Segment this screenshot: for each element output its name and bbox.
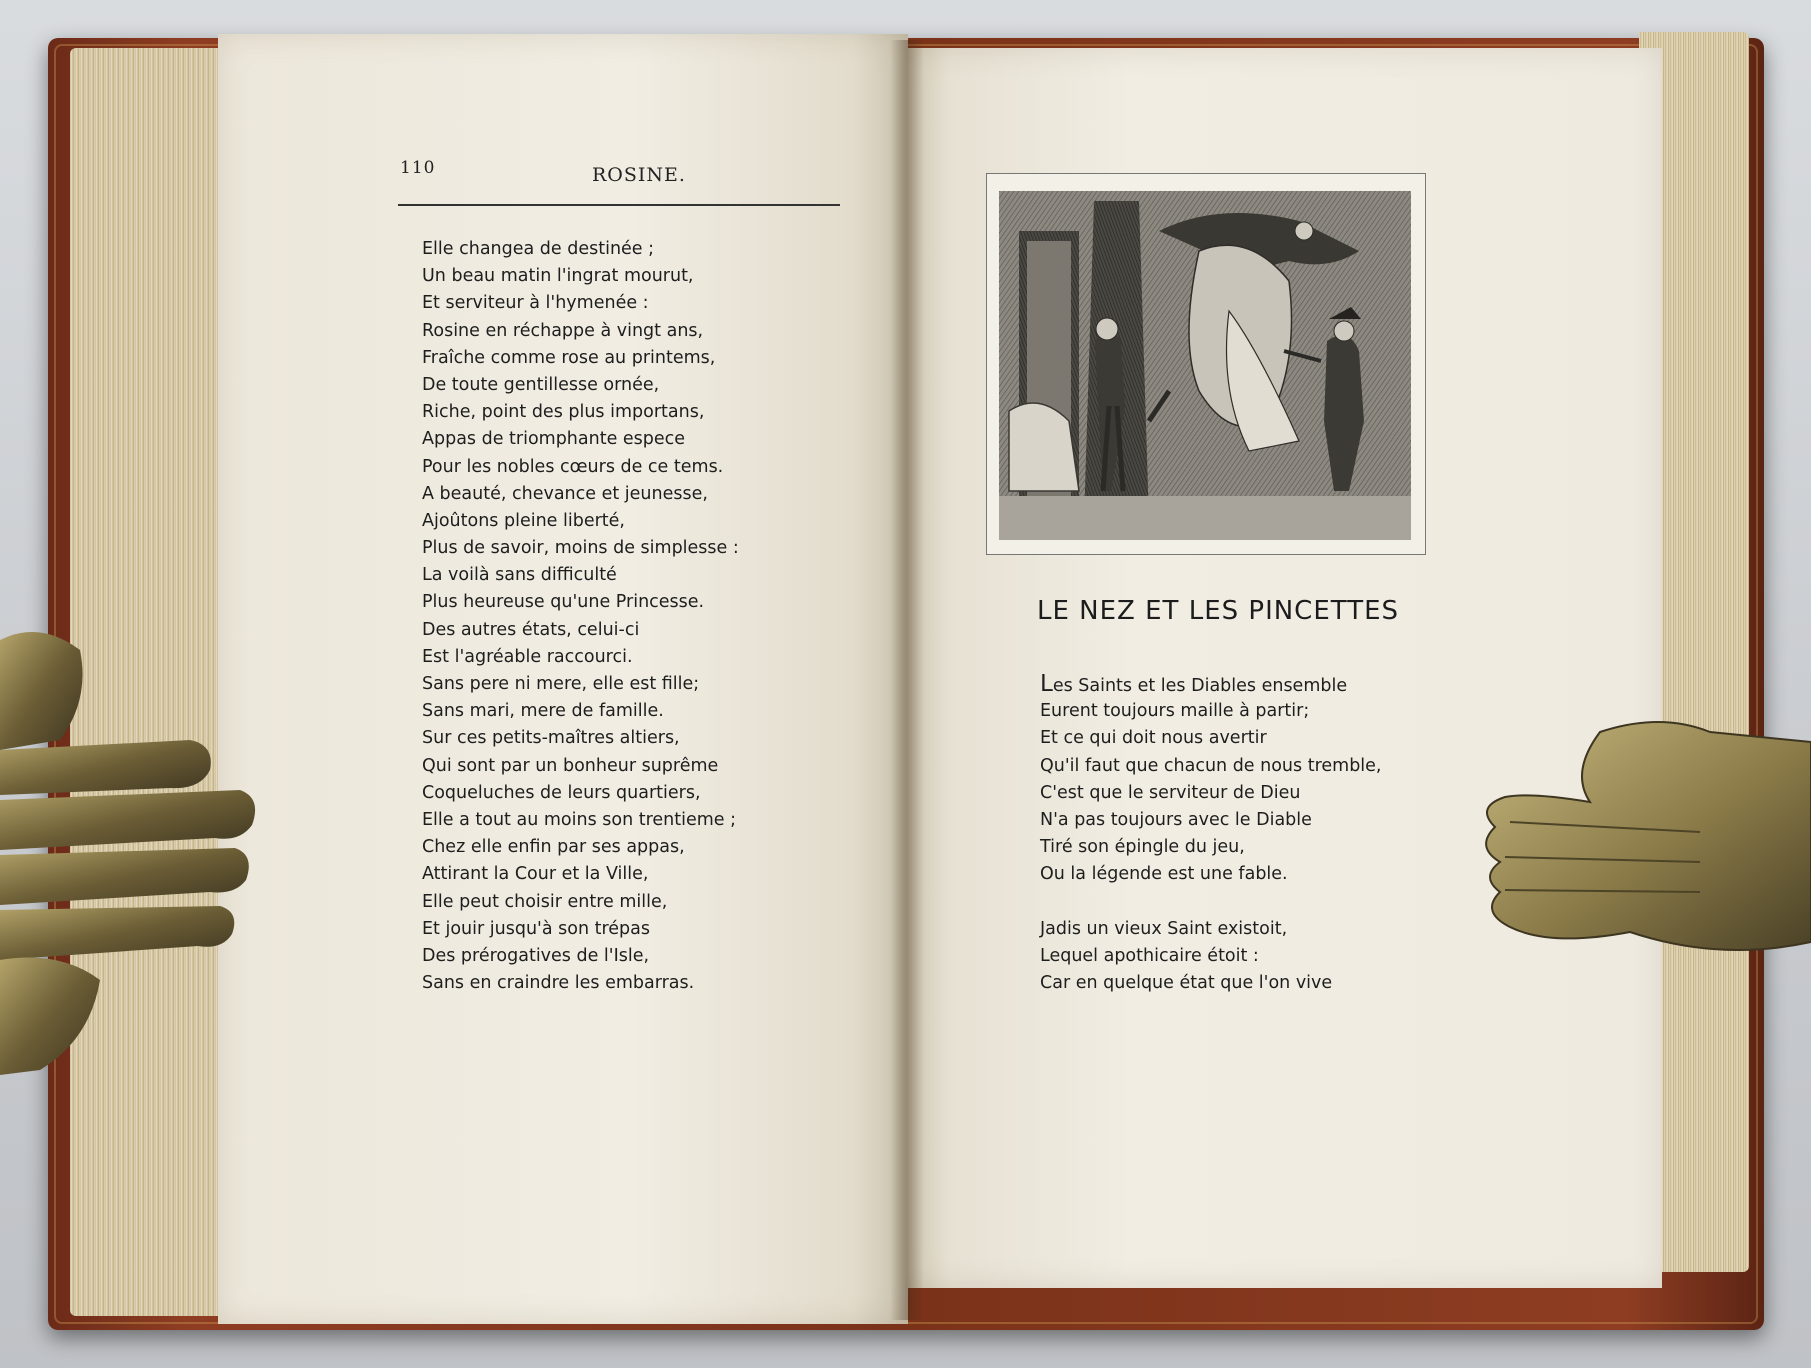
brass-hand-left-icon [0, 620, 260, 1090]
engraving-plate [986, 173, 1426, 555]
left-verse-block [422, 236, 842, 997]
engraving-illustration [999, 191, 1411, 540]
verse-line: Des prérogatives de l'Isle, [422, 945, 650, 966]
brass-hand-holder-right [1470, 712, 1811, 972]
verse-line: Plus de savoir, moins de simplesse : [422, 538, 739, 559]
brass-hand-holder-left [0, 620, 260, 1090]
verse-line: De toute gentillesse ornée, [422, 374, 660, 395]
verse-line: La voilà sans difficulté [422, 565, 617, 586]
verse-line: A beauté, chevance et jeunesse, [422, 483, 708, 504]
brass-hand-right-icon [1470, 712, 1811, 972]
verse-line: Et serviteur à l'hymenée : [422, 293, 649, 314]
verse-line: Est l'agréable raccourci. [422, 646, 633, 667]
poem-title: LE NEZ ET LES PINCETTES [1037, 596, 1400, 626]
drop-letter: L [1040, 671, 1053, 697]
verse-line: Ou la légende est une fable. [1040, 864, 1288, 885]
verse-line: Ajoûtons pleine liberté, [422, 510, 625, 531]
verse-line: Rosine en réchappe à vingt ans, [422, 320, 704, 341]
verse-line: Qu'il faut que chacun de nous tremble, [1040, 755, 1382, 776]
verse-line: Fraîche comme rose au printems, [422, 347, 716, 368]
verse-line: Plus heureuse qu'une Princesse. [422, 592, 705, 613]
verse-line: Lequel apothicaire étoit : [1040, 945, 1259, 966]
engraving-image [999, 191, 1411, 540]
verse-line: Coqueluches de leurs quartiers, [422, 782, 701, 803]
verse-line: Et ce qui doit nous avertir [1040, 728, 1267, 749]
verse-line: Car en quelque état que l'on vive [1040, 972, 1333, 993]
verse-line: Elle a tout au moins son trentieme ; [422, 809, 737, 830]
verse-line: Elle peut choisir entre mille, [422, 891, 668, 912]
verse-line: Pour les nobles cœurs de ce tems. [422, 456, 724, 477]
verse-line: Et jouir jusqu'à son trépas [422, 918, 650, 939]
verse-line: Des autres états, celui-ci [422, 619, 640, 640]
verse-line: N'a pas toujours avec le Diable [1040, 809, 1312, 830]
first-line-rest: es Saints et les Diables ensemble [1052, 676, 1348, 696]
verse-line: Tiré son épingle du jeu, [1040, 837, 1245, 858]
verse-line: Eurent toujours maille à partir; [1040, 701, 1310, 722]
verse-line-first [1040, 671, 1460, 698]
verse-line: Sans mari, mere de famille. [422, 701, 664, 722]
verse-line: Attirant la Cour et la Ville, [422, 864, 649, 885]
stanza-break [1040, 889, 1460, 916]
running-head: ROSINE. [592, 164, 686, 186]
verse-line: Chez elle enfin par ses appas, [422, 837, 685, 858]
verse-line: C'est que le serviteur de Dieu [1040, 782, 1301, 803]
verse-line: Sans pere ni mere, elle est fille; [422, 674, 700, 694]
header-rule [398, 204, 840, 206]
verse-line: Sans en craindre les embarras. [422, 973, 695, 994]
right-verse-block [1040, 671, 1460, 997]
verse-line: Sur ces petits-maîtres altiers, [422, 728, 680, 749]
verse-line: Elle changea de destinée ; [422, 239, 655, 259]
page-number: 110 [400, 158, 436, 178]
verse-line: Jadis un vieux Saint existoit, [1040, 918, 1288, 939]
verse-line: Appas de triomphante espece [422, 429, 686, 450]
verse-line: Un beau matin l'ingrat mourut, [422, 266, 694, 287]
verse-line: Qui sont par un bonheur suprême [422, 755, 719, 776]
verse-line: Riche, point des plus importans, [422, 402, 705, 423]
book-gutter [890, 40, 924, 1320]
